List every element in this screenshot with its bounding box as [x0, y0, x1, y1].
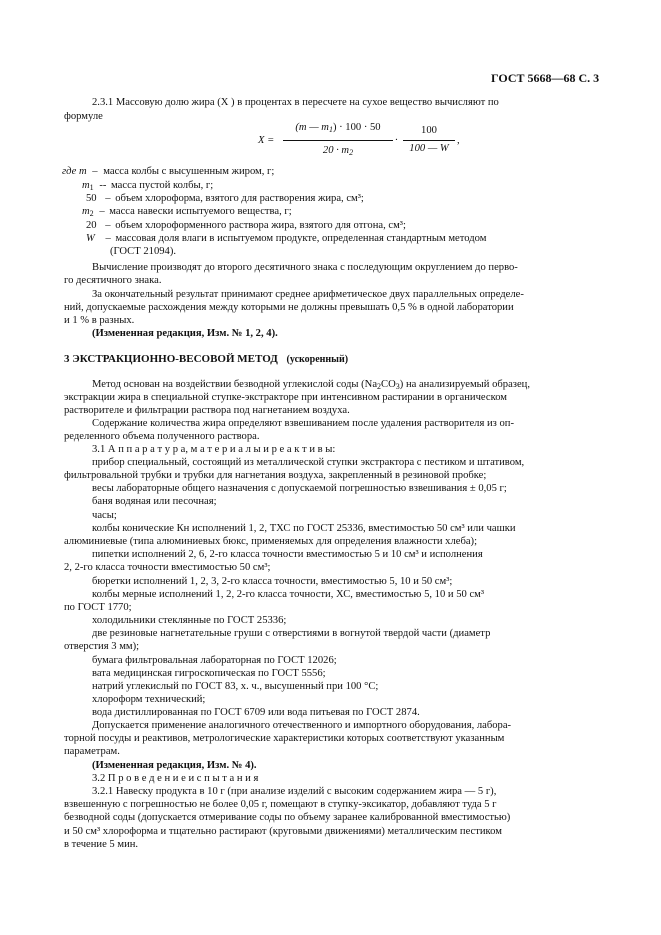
equipment-item: две резиновые нагнетательные груши с отверстиями в вогнутой твердой части (диаметр: [92, 628, 491, 639]
equipment-item: весы лабораторные общего назначения с допускаемой погрешностью взвешивания ± 0,05 г;: [92, 483, 507, 494]
content-line: Содержание количества жира определяют взвешиванием после удаления растворителя из оп-: [92, 418, 514, 429]
definition-item: $m_2$ – масса навески испытуемого вещества, г;: [82, 206, 292, 218]
definition-item: 20 – объем хлороформенного раствора жира, взятого для отгона, см³;: [86, 220, 406, 231]
final-result-line: ний, допускаемые расхождения между которыми не должны превышать 0,5 % в одной лаборатории: [64, 302, 514, 313]
equipment-item: баня водяная или песочная;: [92, 496, 217, 507]
paragraph-3-2-1-line: в течение 5 мин.: [64, 839, 139, 850]
definition-item: W – массовая доля влаги в испытуемом продукте, определенная стандартным методом: [86, 233, 487, 244]
formula-denominator-1: $20 \cdot m_2$: [322, 145, 354, 157]
paragraph-3-2-1-line: безводной соды (допускается отмеривание соды по объему заранее калиброванной вместимостью): [64, 812, 511, 823]
method-line: Метод основан на воздействии безводной углекислой соды $(Na_2CO_3)$ на анализируемый образец,: [92, 379, 530, 391]
paragraph-3-2-1-line: 3.2.1 Навеску продукта в 10 г (при анализе изделий с высоким содержанием жира — 5 г),: [92, 786, 497, 797]
fraction-bar-1: [283, 140, 393, 141]
equipment-item: по ГОСТ 1770;: [64, 602, 132, 613]
method-line: растворителе и фильтрации раствора под нагнетанием воздуха.: [64, 405, 350, 416]
equipment-item: колбы конические Кн исполнений 1, 2, ТХС по ГОСТ 25336, вместимостью 50 см³ или чашки: [92, 523, 516, 534]
paragraph-2-3-1-line: 2.3.1 Массовую долю жира (X ) в процентах в пересчете на сухое вещество вычисляют по: [92, 97, 499, 108]
formula-dot: ·: [395, 135, 398, 146]
amendment-note: (Измененная редакция, Изм. № 4).: [92, 760, 257, 771]
equipment-item: пипетки исполнений 2, 6, 2-го класса точности вместимостью 5 и 10 см³ и исполнения: [92, 549, 483, 560]
formula-numerator-1: (m — $m_1) \cdot 100 \cdot 50$: [295, 122, 381, 134]
subsection-3-2-heading: 3.2 П р о в е д е н и е и с п ы т а н и я: [92, 773, 259, 784]
equipment-item: колбы мерные исполнений 1, 2, 2-го класса точности, ХС, вместимостью 5, 10 и 50 см³: [92, 589, 485, 600]
equipment-item: бюретки исполнений 1, 2, 3, 2-го класса точности, вместимостью 5, 10 и 50 см³;: [92, 576, 453, 587]
equipment-item: алюминиевые (типа алюминиевых бюкс, применяемых для определения влажности хлеба);: [64, 536, 478, 547]
definition-item: где m – масса колбы с высушенным жиром, г;: [62, 166, 275, 177]
allowed-line: Допускается применение аналогичного отечественного и импортного оборудования, лабора-: [92, 720, 512, 731]
formula-denominator-2: 100 — W: [409, 143, 449, 154]
equipment-item: часы;: [92, 510, 117, 521]
equipment-item: хлороформ технический;: [92, 694, 206, 705]
formula-comma: ,: [457, 135, 460, 146]
page-header: ГОСТ 5668—68 С. 3: [491, 71, 600, 85]
allowed-line: параметрам.: [64, 746, 120, 757]
equipment-item: 2, 2-го класса точности вместимостью 50 см³;: [64, 562, 271, 573]
calculation-note-line: Вычисление производят до второго десятичного знака с последующим округлением до перво-: [92, 262, 518, 273]
final-result-line: За окончательный результат принимают среднее арифметическое двух параллельных определе-: [92, 289, 524, 300]
equipment-item: отверстия 3 мм);: [64, 641, 140, 652]
equipment-item: натрий углекислый по ГОСТ 83, х. ч., высушенный при 100 °С;: [92, 681, 379, 692]
paragraph-3-2-1-line: и 50 см³ хлороформа и тщательно растирают (круговыми движениями) металлическим пестиком: [64, 826, 502, 837]
paragraph-2-3-1-line: формуле: [64, 111, 103, 122]
equipment-item: фильтровальной трубки и трубки для нагнетания воздуха, закрепленный в резиновой пробке;: [64, 470, 487, 481]
definition-item: $m_1$ -- масса пустой колбы, г;: [82, 180, 214, 192]
final-result-line: и 1 % в разных.: [64, 315, 135, 326]
equipment-item: холодильники стеклянные по ГОСТ 25336;: [92, 615, 287, 626]
fraction-bar-2: [403, 140, 455, 141]
paragraph-3-2-1-line: взвешенную с погрешностью не более 0,05 г, помещают в ступку-эксикатор, добавляют туда 5 г: [64, 799, 497, 810]
equipment-item: вода дистиллированная по ГОСТ 6709 или вода питьевая по ГОСТ 2874.: [92, 707, 420, 718]
definition-item: 50 – объем хлороформа, взятого для растворения жира, см³;: [86, 193, 364, 204]
equipment-item: прибор специальный, состоящий из металлической ступки экстрактора с пестиком и штативом,: [92, 457, 525, 468]
method-line: экстракции жира в специальной ступке-экстракторе при интенсивном растирании в органическом: [64, 392, 507, 403]
definition-continuation: (ГОСТ 21094).: [110, 246, 177, 257]
formula-lhs: X =: [258, 135, 275, 146]
subsection-3-1-heading: 3.1 А п п а р а т у р а, м а т е р и а л ы и р е а к т и в ы:: [92, 444, 336, 455]
amendment-note: (Измененная редакция, Изм. № 1, 2, 4).: [92, 328, 278, 339]
formula-numerator-2: 100: [421, 125, 437, 136]
equipment-item: вата медицинская гигроскопическая по ГОСТ 5556;: [92, 668, 326, 679]
allowed-line: торной посуды и реактивов, метрологические характеристики которых соответствуют указанным: [64, 733, 505, 744]
equipment-item: бумага фильтровальная лабораторная по ГОСТ 12026;: [92, 655, 337, 666]
calculation-note-line: го десятичного знака.: [64, 275, 162, 286]
section-title: 3 ЭКСТРАКЦИОННО-ВЕСОВОЙ МЕТОД (ускоренный): [64, 353, 349, 365]
content-line: ределенного объема полученного раствора.: [64, 431, 260, 442]
